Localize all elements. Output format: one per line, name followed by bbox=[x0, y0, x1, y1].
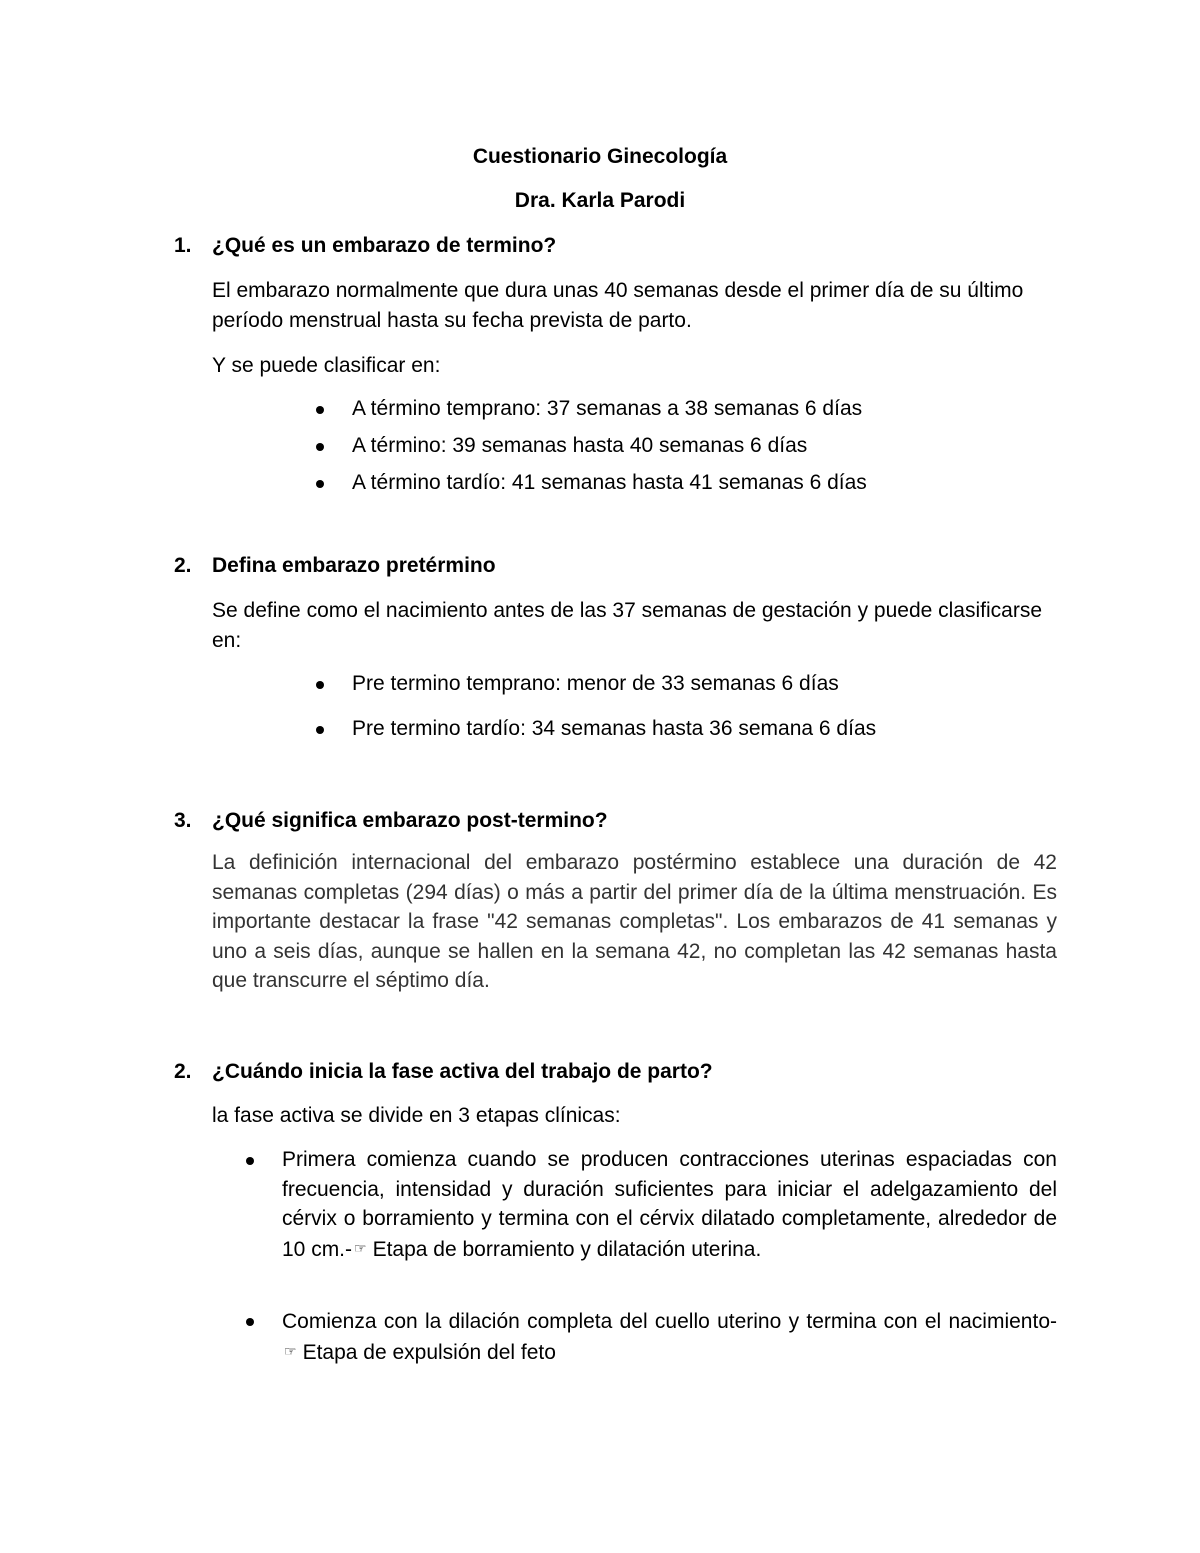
list-item: Pre termino temprano: menor de 33 semanas 6 días bbox=[352, 672, 839, 695]
question-1 bbox=[174, 232, 1074, 260]
arrow-icon: ☞ bbox=[284, 1342, 297, 1359]
stage-item bbox=[282, 1145, 1057, 1264]
question-text: Defina embarazo pretérmino bbox=[212, 554, 496, 577]
document-title: Cuestionario Ginecología bbox=[472, 145, 728, 168]
question-3 bbox=[174, 807, 1074, 835]
stage-result: Etapa de borramiento y dilatación uterina. bbox=[372, 1237, 762, 1261]
question-2 bbox=[174, 552, 1074, 580]
bullet-icon bbox=[316, 443, 324, 451]
question-number: 1. bbox=[174, 234, 192, 257]
list-item: A término temprano: 37 semanas a 38 semanas 6 días bbox=[352, 397, 863, 420]
bullet-icon bbox=[316, 406, 324, 414]
answer-paragraph: Se define como el nacimiento antes de las 37 semanas de gestación y puede clasificarse en: bbox=[212, 599, 1042, 652]
list-item: A término: 39 semanas hasta 40 semanas 6 días bbox=[352, 434, 808, 457]
question-number: 2. bbox=[174, 554, 192, 577]
answer-paragraph: La definición internacional del embarazo postérmino establece una duración de 42 semanas completas (294 días) o más a partir del primer día de la última menstruación. Es importante destacar la frase "42 semanas completas". Los embarazos de 41 semanas y uno a seis días, aunque se hallen en la semana 42, no completan las 42 semanas hasta que transcurre el séptimo día. bbox=[212, 851, 1057, 992]
bullet-icon bbox=[316, 681, 324, 689]
answer-paragraph: El embarazo normalmente que dura unas 40 semanas desde el primer día de su último período menstrual hasta su fecha prevista de parto. bbox=[212, 279, 1024, 332]
document-author: Dra. Karla Parodi bbox=[514, 189, 686, 212]
answer-paragraph: la fase activa se divide en 3 etapas clínicas: bbox=[212, 1104, 621, 1127]
question-text: ¿Qué es un embarazo de termino? bbox=[212, 234, 557, 257]
stage-result: Etapa de expulsión del feto bbox=[302, 1340, 556, 1364]
bullet-icon bbox=[246, 1318, 254, 1326]
list-item: Pre termino tardío: 34 semanas hasta 36 semana 6 días bbox=[352, 717, 877, 740]
bullet-icon bbox=[316, 480, 324, 488]
bullet-icon bbox=[246, 1157, 254, 1165]
arrow-icon: ☞ bbox=[354, 1239, 367, 1256]
stage-item bbox=[282, 1307, 1057, 1367]
question-number: 3. bbox=[174, 809, 192, 832]
question-number: 2. bbox=[174, 1060, 192, 1083]
answer-paragraph: Y se puede clasificar en: bbox=[212, 354, 441, 377]
stage-text: Comienza con la dilación completa del cuello uterino y termina con el nacimiento- bbox=[282, 1310, 1057, 1333]
stage-text: Primera comienza cuando se producen contracciones uterinas espaciadas con frecuencia, intensidad y duración suficientes para iniciar el adelgazamiento del cérvix o borramiento y termina con el cérvix dilatado completamente, alrededor de 10 cm.- bbox=[282, 1148, 1057, 1261]
list-item: A término tardío: 41 semanas hasta 41 semanas 6 días bbox=[352, 471, 867, 494]
question-4 bbox=[174, 1058, 1074, 1086]
bullet-icon bbox=[316, 726, 324, 734]
question-text: ¿Cuándo inicia la fase activa del trabajo de parto? bbox=[212, 1060, 713, 1083]
question-text: ¿Qué significa embarazo post-termino? bbox=[212, 809, 608, 832]
